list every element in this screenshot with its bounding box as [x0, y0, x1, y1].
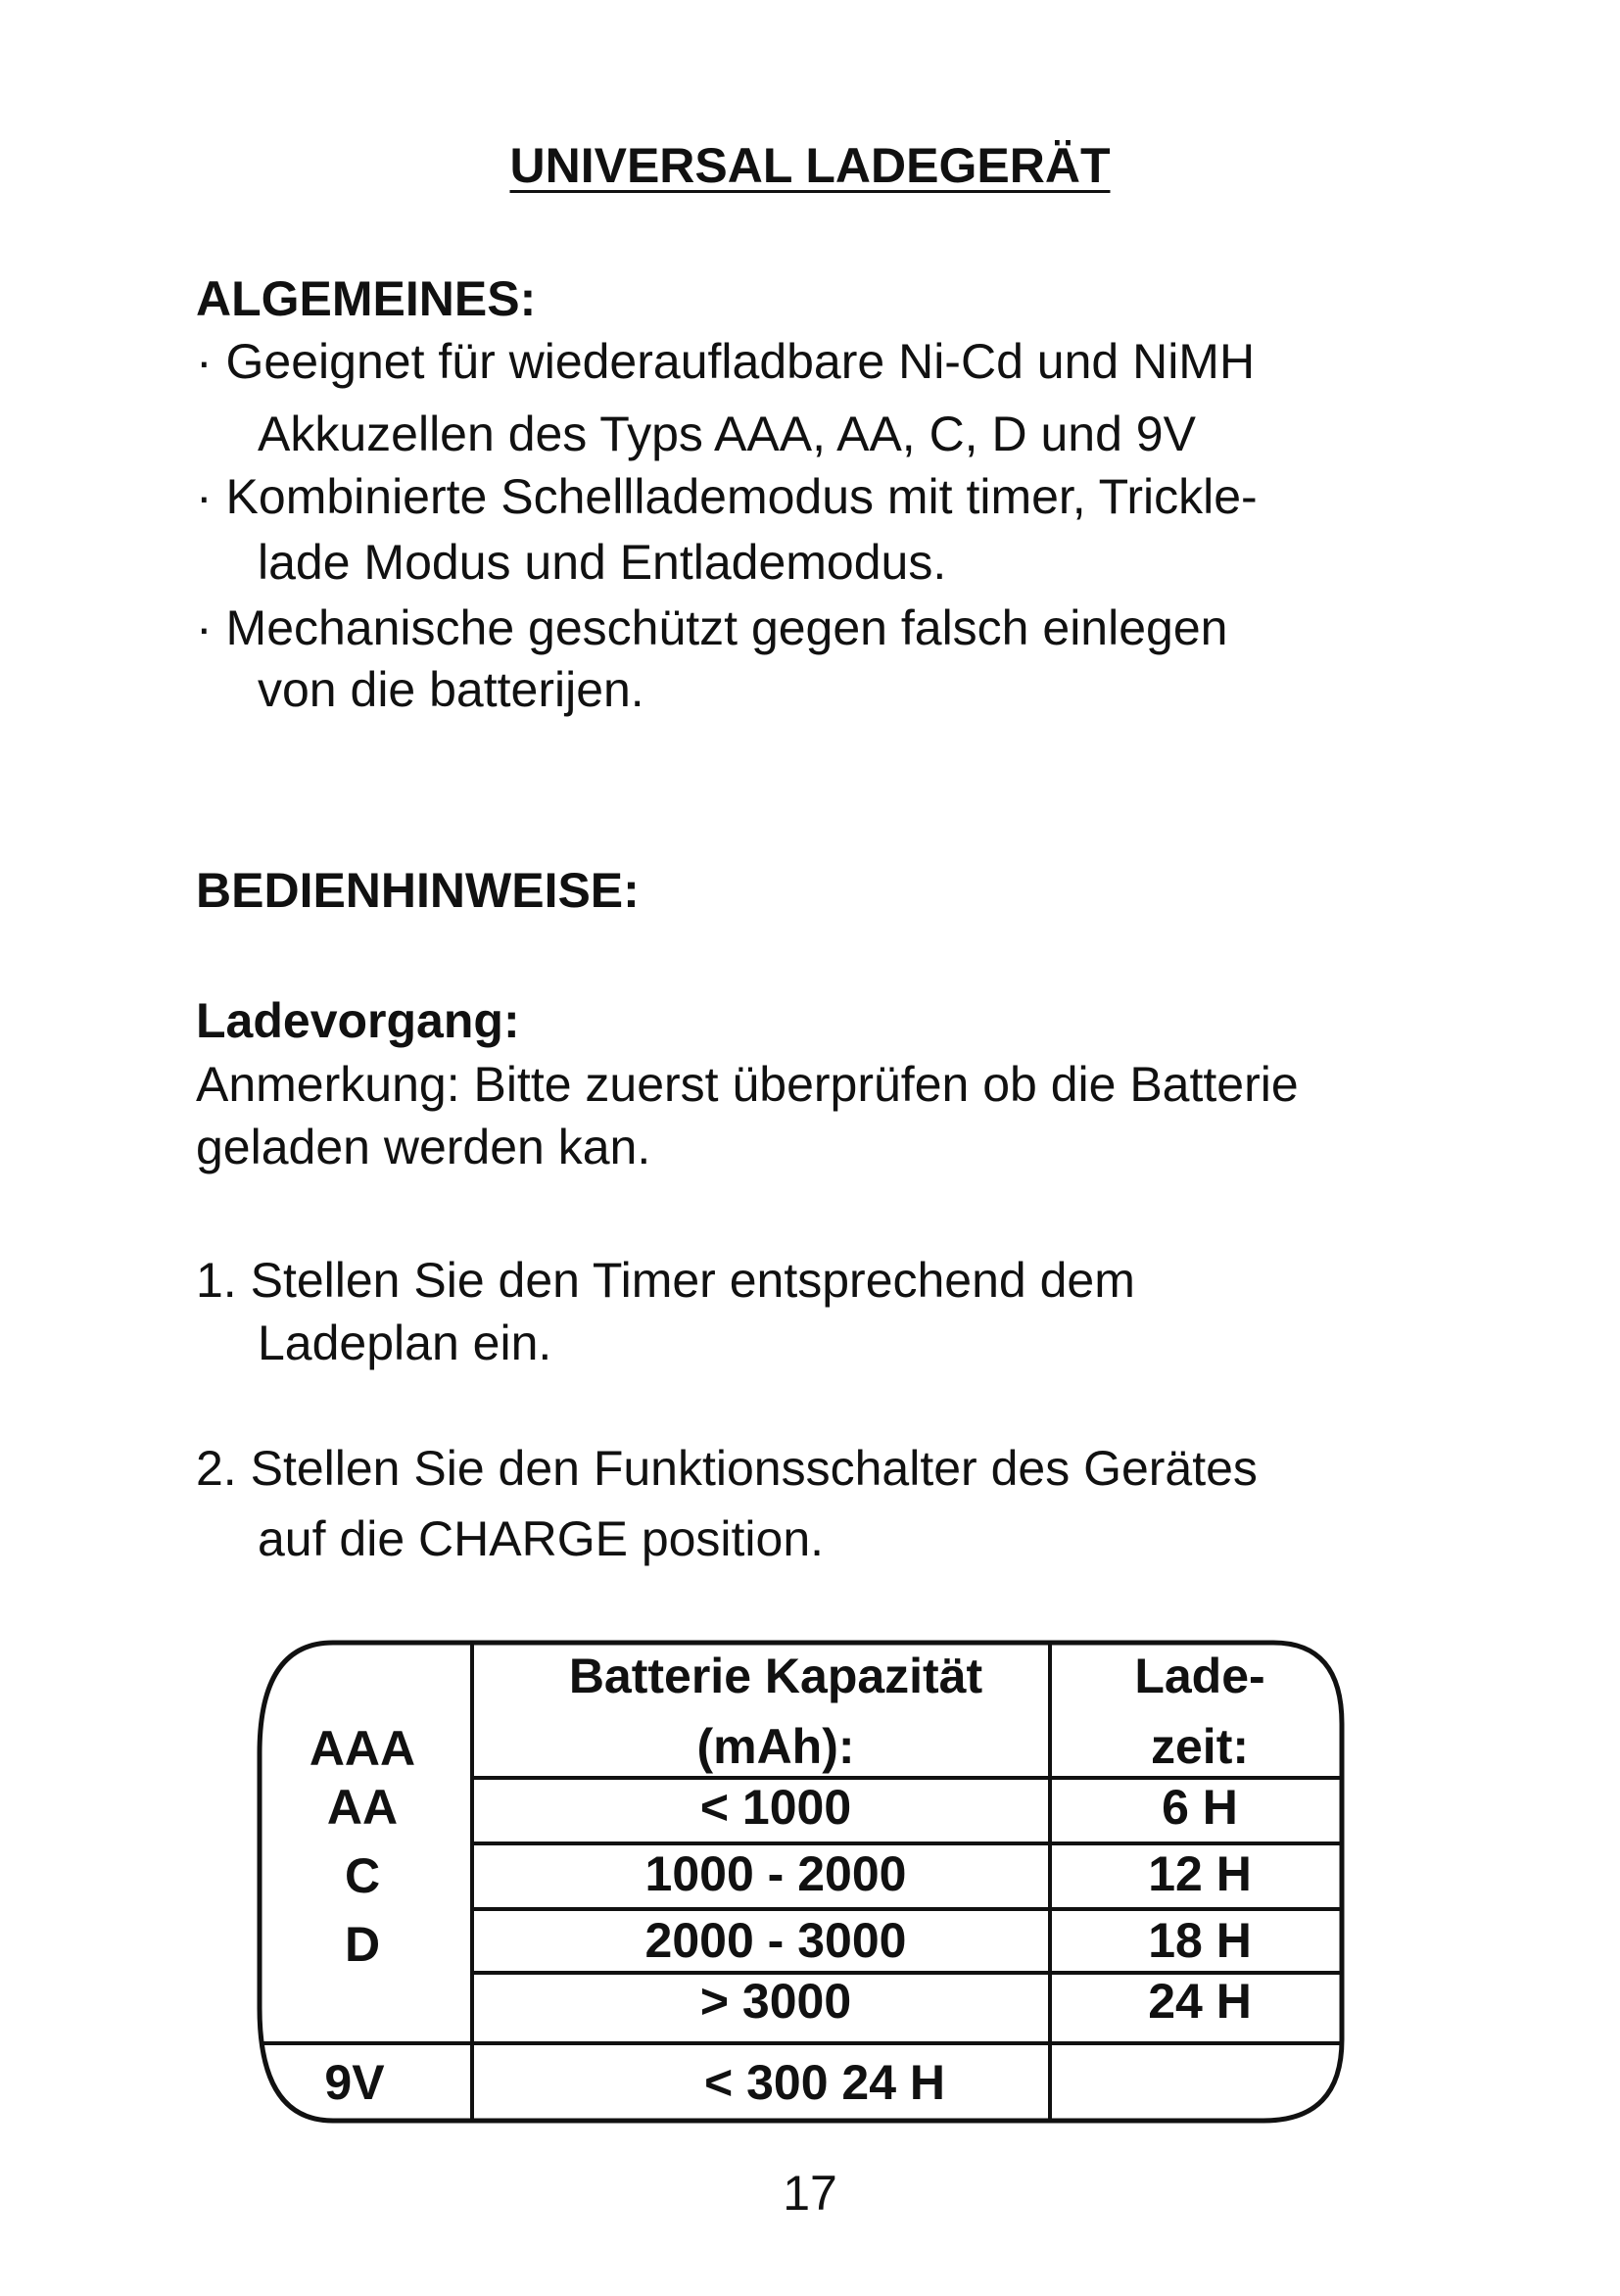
step-2-line-1: 2. Stellen Sie den Funktionsschalter des Gerätes	[196, 1441, 1258, 1496]
general-line-1: · Geeignet für wiederaufladbare Ni-Cd und NiMH	[196, 334, 1256, 389]
header-capacity-line-2: (mAh):	[696, 1719, 855, 1774]
general-line-4: lade Modus und Entlademodus.	[258, 535, 947, 590]
row-9v-type: 9V	[324, 2055, 385, 2110]
type-label-c: C	[344, 1848, 381, 1903]
general-line-5: · Mechanische geschützt gegen falsch einlegen	[196, 600, 1228, 655]
row-2-capacity: 1000 - 2000	[644, 1846, 907, 1901]
row-4-time: 24 H	[1148, 1974, 1252, 2029]
section-heading-general: ALGEMEINES:	[196, 271, 537, 326]
header-time-line-1: Lade-	[1134, 1649, 1265, 1703]
subheading-charging: Ladevorgang:	[196, 993, 520, 1048]
row-1-time: 6 H	[1162, 1780, 1238, 1835]
step-2-line-2: auf die CHARGE position.	[258, 1511, 825, 1566]
row-2-time: 12 H	[1148, 1846, 1252, 1901]
header-capacity-line-1: Batterie Kapazität	[568, 1649, 983, 1703]
general-line-2: Akkuzellen des Typs AAA, AA, C, D und 9V	[258, 407, 1196, 461]
header-time-line-2: zeit:	[1151, 1719, 1249, 1774]
row-3-capacity: 2000 - 3000	[644, 1913, 907, 1968]
page-number: 17	[783, 2166, 837, 2221]
general-line-6: von die batterijen.	[258, 662, 644, 717]
general-line-3: · Kombinierte Schelllademodus mit timer, Trickle-	[196, 469, 1258, 524]
type-label-aa: AA	[326, 1780, 399, 1835]
type-label-d: D	[344, 1917, 381, 1972]
section-heading-operation: BEDIENHINWEISE:	[196, 863, 640, 918]
step-1-line-1: 1. Stellen Sie den Timer entsprechend dem	[196, 1253, 1135, 1308]
row-1-capacity: < 1000	[699, 1780, 852, 1835]
row-3-time: 18 H	[1148, 1913, 1252, 1968]
page-title: UNIVERSAL LADEGERÄT	[509, 138, 1111, 193]
note-line-1: Anmerkung: Bitte zuerst überprüfen ob die Batterie	[196, 1057, 1299, 1112]
row-9v-capacity: < 300 24 H	[703, 2055, 946, 2110]
step-1-line-2: Ladeplan ein.	[258, 1315, 552, 1370]
type-label-aaa: AAA	[309, 1721, 416, 1776]
row-4-capacity: > 3000	[699, 1974, 852, 2029]
note-line-2: geladen werden kan.	[196, 1120, 651, 1174]
